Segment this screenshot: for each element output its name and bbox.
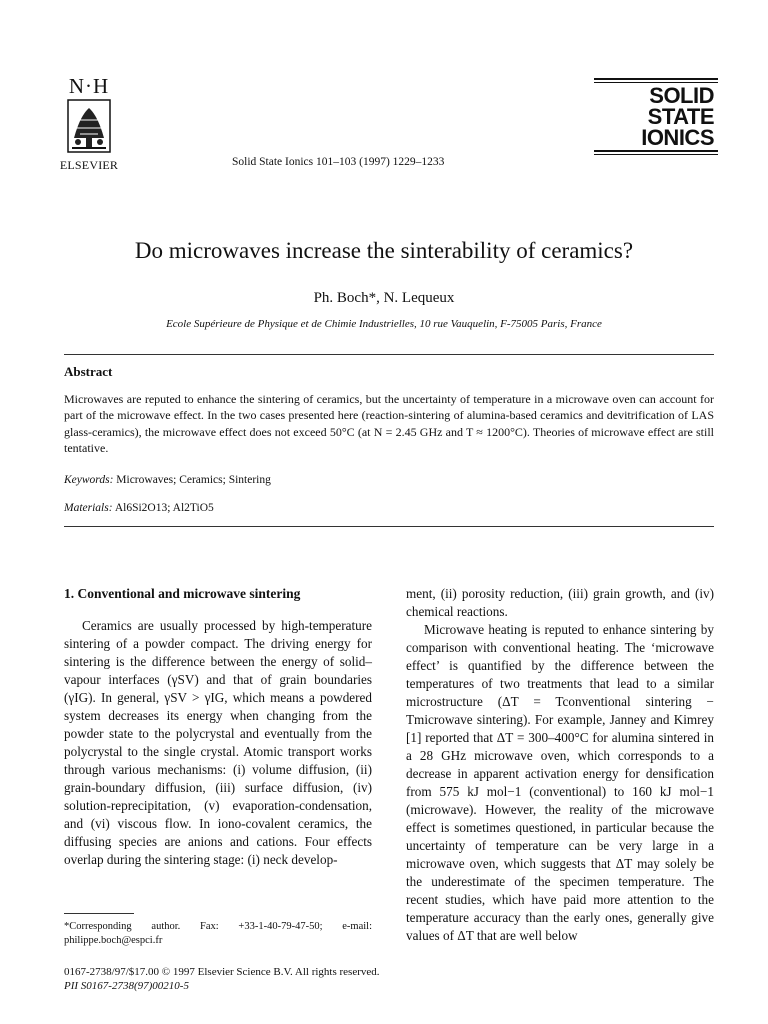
- abstract-heading: Abstract: [64, 364, 113, 379]
- materials-row: [64, 502, 214, 514]
- right-column: [406, 585, 714, 945]
- body-paragraph: ment, (ii) porosity reduction, (iii) grain growth, and (iv) chemical reactions.: [406, 586, 714, 619]
- keywords-value: Microwaves; Ceramics; Sintering: [116, 474, 271, 486]
- copyright-block: [64, 965, 380, 993]
- divider-bottom: [64, 526, 714, 527]
- article-title: Do microwaves increase the sinterability of ceramics?: [134, 238, 634, 263]
- journal-word-3: IONICS: [641, 125, 714, 150]
- keywords-row: [64, 474, 271, 486]
- publisher-logo: [56, 76, 122, 173]
- logo-rule: [594, 150, 718, 152]
- journal-wordmark: [594, 85, 718, 148]
- copyright-line: 0167-2738/97/$17.00 © 1997 Elsevier Science B.V. All rights reserved.: [64, 966, 380, 978]
- nh-logo-mark: N·H: [68, 74, 110, 98]
- materials-label: Materials:: [64, 502, 113, 514]
- journal-word-2: STATE: [647, 104, 714, 129]
- publisher-name: ELSEVIER: [59, 158, 119, 172]
- footnote: *Corresponding author. Fax: +33-1-40-79-47-50; e-mail: philippe.boch@espci.fr: [64, 921, 372, 946]
- author-affiliation: Ecole Supérieure de Physique et de Chimie Industrielles, 10 rue Vauquelin, F-75005 Paris, France: [166, 318, 602, 330]
- logo-rule: [594, 154, 718, 155]
- keywords-label: Keywords:: [64, 474, 114, 486]
- abstract-text: Microwaves are reputed to enhance the sintering of ceramics, but the uncertainty of temperature in a microwave oven can account for part of the microwave effect. In the two cases presented here (reaction-sintering of alumina-based ceramics and devitrification of LAS glass-ceramics), the microwave effect does not exceed 50°C (at N = 2.45 GHz and T ≈ 1200°C). Theories of microwave effect are still tentative.: [64, 392, 714, 456]
- left-column: [64, 585, 372, 869]
- logo-rule: [594, 78, 718, 80]
- journal-word-1: SOLID: [649, 83, 714, 108]
- article-authors: Ph. Boch*, N. Lequeux: [313, 290, 455, 306]
- body-paragraph: Ceramics are usually processed by high-temperature sintering of a powder compact. The driving energy for sintering is the difference between the energy of solid–vapour interfaces (γSV) and that of grain boundaries (γIG). In general, γSV > γIG, which means a powdered system decreases its energy when changing from the powder state to the polycrystal and eventually from the polycrystal to the single crystal. Atomic transport works through various mechanisms: (i) volume diffusion, (ii) grain-boundary diffusion, (iii) surface diffusion, (iv) solution-reprecipitation, (v) evaporation-condensation, and (vi) viscous flow. In iono-covalent ceramics, the diffusing species are anions and cations. Four effects overlap during the sintering stage: (i) neck develop-: [64, 618, 372, 867]
- divider-top: [64, 354, 714, 355]
- section-heading: 1. Conventional and microwave sintering: [64, 586, 301, 601]
- body-paragraph: Microwave heating is reputed to enhance sintering by comparison with conventional heating. The ‘microwave effect’ is quantified by the difference between the temperatures of two treatments that lead to a similar microstructure (ΔT = Tconventional sintering − Tmicrowave sintering). For example, Janney and Kimrey [1] reported that ΔT = 300–400°C for alumina sintered in a 28 GHz microwave oven, which corresponds to a decrease in apparent activation energy for densification from 575 kJ mol−1 (conventional) to 160 kJ mol−1 (microwave). However, the reality of the microwave effect is sometimes questioned, in particular because the uncertainty of temperature can be very large in a microwave oven, which suggests that ΔT may solely be the underestimate of the specimen temperature. The recent studies, which have paid more attention to the temperature accuracy than the early ones, generally give values of ΔT that are well below: [406, 622, 714, 943]
- journal-logo: [594, 76, 718, 157]
- journal-citation: Solid State Ionics 101–103 (1997) 1229–1233: [232, 156, 445, 168]
- materials-value: Al6Si2O13; Al2TiO5: [114, 502, 214, 514]
- footnote-rule: [64, 913, 134, 914]
- pii-line: PII S0167-2738(97)00210-5: [64, 980, 189, 992]
- elsevier-tree-logo: [66, 98, 112, 154]
